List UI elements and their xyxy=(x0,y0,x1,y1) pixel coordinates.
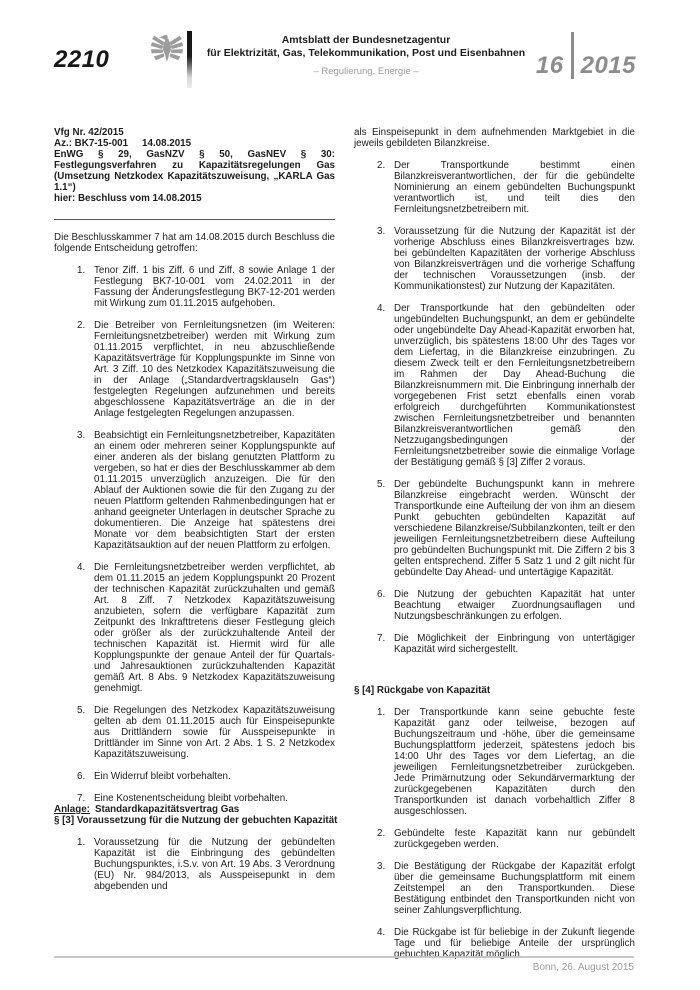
list-item xyxy=(354,633,635,655)
issue-number: 16 xyxy=(535,52,564,79)
list-item-number: 5. xyxy=(77,705,86,716)
decision-reference: hier: Beschluss vom 14.08.2015 xyxy=(54,193,202,204)
list-item xyxy=(354,226,635,292)
list-item-number: 4. xyxy=(377,303,386,314)
list-item-text: Die Nutzung der gebuchten Kapazität hat unter Beachtung etwaiger Zuordnungsauflagen und Nutzungsbeschränkungen zu erfolgen. xyxy=(394,589,635,622)
list-item-text: Die Betreiber von Fernleitungsnetzen (im Weiteren: Fernleitungsnetzbetreiber) werden mit Wirkung zum 01.11.2015 verpflichtet, in neu abzuschließende Kapazitätsverträge für Kopplungspunkte im Sinne von Art. 3 Ziff. 10 des Netzkodex Kapazitätszuweisung die in der Anlage („Standardvertragsklauseln Gas“) festgelegten Regelungen aufzunehmen und bereits abgeschlossene Kapazitätsverträge an die in der Anlage festgelegten Regelungen anzupassen. xyxy=(94,320,335,419)
masthead-title-line2: für Elektrizität, Gas, Telekommunikation, Post und Eisenbahnen xyxy=(206,47,526,59)
list-item-text: Der Transportkunde bestimmt einen Bilanzkreisverantwortlichen, der für die gebündelte Nominierung an einem gebündelten Buchungspunkt verantwortlich ist, und teilt dies den Fernleitungsnetzbetreibern mit. xyxy=(394,160,635,215)
list-item-number: 1. xyxy=(77,837,86,848)
annex-title: Standardkapazitätsvertrag Gas xyxy=(94,804,240,815)
list-item-text: Der gebündelte Buchungspunkt kann in mehrere Bilanzkreise eingebracht werden. Wünscht der Transportkunde eine Aufteilung der von ihm an diesem Punkt gebuchten gebündelten Kapazität auf verschiedene Bilanzkreise/Subbilanzkonten, teilt er den jeweiligen Fernleitungsnetzbetreibern diese Aufteilung pro gebündelten Buchungspunkt mit. Die Ziffern 2 bis 3 gelten entsprechend. Ziffer 5 Satz 1 und 2 gilt nicht für gebündelte Day Ahead- und untertägige Kapazität. xyxy=(394,479,635,578)
list-item-number: 3. xyxy=(377,226,386,237)
section-rule xyxy=(54,219,335,220)
list-item-text: Die Möglichkeit der Einbringung von untertägiger Kapazität wird sichergestellt. xyxy=(394,633,635,655)
list-item xyxy=(354,707,635,817)
section-4-list xyxy=(354,707,635,960)
list-item xyxy=(54,320,335,419)
list-item-text: Die Fernleitungsnetzbetreiber werden verpflichtet, ab dem 01.11.2015 an jedem Kopplungspunkt 20 Prozent der technischen Kapazität zurückzuhalten und gemäß Art. 8 Ziff. 7 Netzkodex Kapazitätszuweisung anzubieten, sofern die verfügbare Kapazität zum Zeitpunkt des Inkrafttretens dieser Festlegung gleich oder größer als der zurückzuhaltende Anteil der technischen Kapazität ist. Hiermit wird für alle Kopplungspunkte der genaue Anteil der für Quartals- und Jahresauktionen zurückzuhaltenden Kapazität gemäß Art. 8 Abs. 9 Netzkodex Kapazitätszuweisung genehmigt. xyxy=(94,562,335,694)
list-item xyxy=(354,861,635,916)
list-item-number: 5. xyxy=(377,479,386,490)
section-3-list-left xyxy=(54,837,335,892)
list-item xyxy=(354,479,635,578)
footer-rule xyxy=(54,956,634,958)
list-item xyxy=(54,705,335,760)
issue-year: 2015 xyxy=(580,52,636,79)
list-item-number: 7. xyxy=(77,793,86,804)
header-divider-bar xyxy=(187,31,192,88)
list-item-number: 2. xyxy=(377,160,386,171)
issue-info xyxy=(536,32,636,79)
list-item xyxy=(54,265,335,309)
list-item xyxy=(354,303,635,468)
list-item-number: 2. xyxy=(77,320,86,331)
decision-list xyxy=(54,265,335,804)
list-item-number: 4. xyxy=(377,927,386,938)
list-item xyxy=(354,589,635,622)
list-item-text: Ein Widerruf bleibt vorbehalten. xyxy=(94,771,231,782)
file-reference-date: 14.08.2015 xyxy=(142,138,192,149)
list-item-number: 2. xyxy=(377,828,386,839)
vfg-number: Vfg Nr. 42/2015 xyxy=(54,127,124,138)
list-item xyxy=(354,160,635,215)
subject-heading: EnWG § 29, GasNZV § 50, GasNEV § 30: Festlegungsverfahren zu Kapazitätsregelungen Gas (Umsetzung Netzkodex Kapazitätszuweisung, „KARLA Gas 1.1“) xyxy=(54,149,335,193)
intro-paragraph: Die Beschlusskammer 7 hat am 14.08.2015 durch Beschluss die folgende Entscheidung getroffen: xyxy=(54,232,335,254)
list-item-number: 4. xyxy=(77,562,86,573)
footer-date: Bonn, 26. August 2015 xyxy=(532,962,634,973)
annex-label: Anlage: xyxy=(54,804,90,815)
list-item-number: 7. xyxy=(377,633,386,644)
list-item-text: Der Transportkunde kann seine gebuchte feste Kapazität ganz oder teilweise, bezogen auf Buchungszeitraum und -höhe, über die gemeinsame Buchungsplattform jederzeit, spätestens jedoch bis 14:00 Uhr des Tages vor dem Liefertag, an die jeweiligen Fernleitungsnetzbetreiber zurückgeben. Jede Primärnutzung oder Sekundärvermarktung der zurückgegebenen Kapazitäten durch den Transportkunden ist danach vorbehaltlich Ziffer 8 ausgeschlossen. xyxy=(394,707,635,817)
list-item-number: 6. xyxy=(377,589,386,600)
list-item-text: Die Bestätigung der Rückgabe der Kapazität erfolgt über die gemeinsame Buchungsplattform mit einem Zeitstempel an den Transportkunden. Diese Bestätigung entbindet den Transportkunden nicht von seiner Zahlungsverpflichtung. xyxy=(394,861,635,916)
section-3-heading: § [3] Voraussetzung für die Nutzung der gebuchten Kapazität xyxy=(54,815,338,826)
list-item-number: 1. xyxy=(77,265,86,276)
list-item xyxy=(54,837,335,892)
list-item-number: 6. xyxy=(77,771,86,782)
page-number: 2210 xyxy=(54,46,110,73)
list-item-text: Der Transportkunde hat den gebündelten oder ungebündelten Buchungspunkt, an dem er gebündelte oder ungebündelte Day Ahead-Kapazität erworben hat, unverzüglich, bis spätestens 18:00 Uhr des Tages vor dem Liefertag, in die Bilanzkreise einzubringen. Zu diesem Zweck teilt er den Fernleitungsnetzbetreibern im Rahmen der Day Ahead-Buchung die Bilanzkreisnummern mit. Die Einbringung innerhalb der vorgegebenen Frist setzt ebenfalls einen vorab erfolgreich durchgeführten Kommunikationstest zwischen Fernleitungsnetzbetreiber und benannten Bilanzkreisverantwortlichen gemäß den Netzzugangsbedingungen der Fernleitungsnetzbetreiber sowie die einmalige Vorlage der Bestätigung gemäß § [3] Ziffer 2 voraus. xyxy=(394,303,635,468)
list-item xyxy=(54,562,335,694)
list-item-text: Die Rückgabe ist für beliebige in der Zukunft liegende Tage und für beliebige Anteile der ursprünglich gebuchten Kapazität möglich. xyxy=(394,927,635,960)
masthead-title-line1: Amtsblatt der Bundesnetzagentur xyxy=(281,34,451,46)
list-item-text: Tenor Ziff. 1 bis Ziff. 6 und Ziff. 8 sowie Anlage 1 der Festlegung BK7-10-001 vom 24.02.2011 in der Fassung der Änderungsfestlegung BK7-12-201 werden mit Wirkung zum 01.11.2015 aufgehoben. xyxy=(94,265,335,309)
issue-divider-bar xyxy=(571,32,574,79)
section-3-item-1-continuation: als Einspeisepunkt in dem aufnehmenden Marktgebiet in die jeweils gebildeten Bilanzkreise. xyxy=(354,127,635,149)
section-3-list-right xyxy=(354,160,635,655)
right-column xyxy=(354,127,635,960)
federal-eagle-icon xyxy=(150,31,184,65)
file-reference-line xyxy=(54,138,335,149)
list-item-text: Die Regelungen des Netzkodex Kapazitätszuweisung gelten ab dem 01.11.2015 auch für Einspeisepunkte aus Drittländern sowie für Ausspeisepunkte in Drittländer im Sinne von Art. 2 Abs. 1 S. 2 Netzkodex Kapazitätszuweisung. xyxy=(94,705,335,760)
masthead-subtitle: – Regulierung, Energie – xyxy=(313,66,419,77)
list-item-number: 3. xyxy=(77,430,86,441)
list-item xyxy=(54,793,335,804)
left-column xyxy=(54,127,338,892)
list-item xyxy=(54,430,335,551)
list-item-text: Voraussetzung für die Nutzung der gebündelten Kapazität ist die Einbringung des gebündelten Buchungspunktes, i.S.v. von Art. 19 Abs. 3 Verordnung (EU) Nr. 984/2013, als Ausspeisepunkt in dem abgebenden und xyxy=(94,837,335,892)
list-item-text: Eine Kostenentscheidung bleibt vorbehalten. xyxy=(94,793,288,804)
list-item-text: Gebündelte feste Kapazität kann nur gebündelt zurückgegeben werden. xyxy=(394,828,635,850)
list-item-text: Beabsichtigt ein Fernleitungsnetzbetreiber, Kapazitäten an einem oder mehreren seiner Kopplungspunkte auf einer anderen als der bislang genutzten Plattform zu vergeben, so hat er dies der Beschlusskammer ab dem 01.11.2015 unverzüglich anzuzeigen. Die für den Ablauf der Auktionen sowie die für den Zugang zu der neuen Plattform geltenden Rahmenbedingungen hat er anhand geeigneter Unterlagen in deutscher Sprache zu dokumentieren. Die Anzeige hat spätestens drei Monate vor dem beabsichtigten Start der ersten Kapazitätsauktion auf der neuen Plattform zu erfolgen. xyxy=(94,430,335,551)
list-item-number: 1. xyxy=(377,707,386,718)
masthead xyxy=(207,34,525,77)
list-item-number: 3. xyxy=(377,861,386,872)
annex-heading xyxy=(54,804,335,815)
list-item-text: Voraussetzung für die Nutzung der Kapazität ist der vorherige Abschluss eines Bilanzkreisvertrages bzw. bei gebündelten Kapazitäten der vorherige Abschluss von Bilanzkreisverträgen und die vorherige Schaffung der technischen Voraussetzungen (insb. der Kommunikationstest) zur Nutzung der Kapazitäten. xyxy=(394,226,635,292)
list-item xyxy=(54,771,335,782)
section-4-heading: § [4] Rückgabe von Kapazität xyxy=(354,685,491,696)
file-reference: Az.: BK7-15-001 xyxy=(54,138,129,149)
list-item xyxy=(354,828,635,850)
